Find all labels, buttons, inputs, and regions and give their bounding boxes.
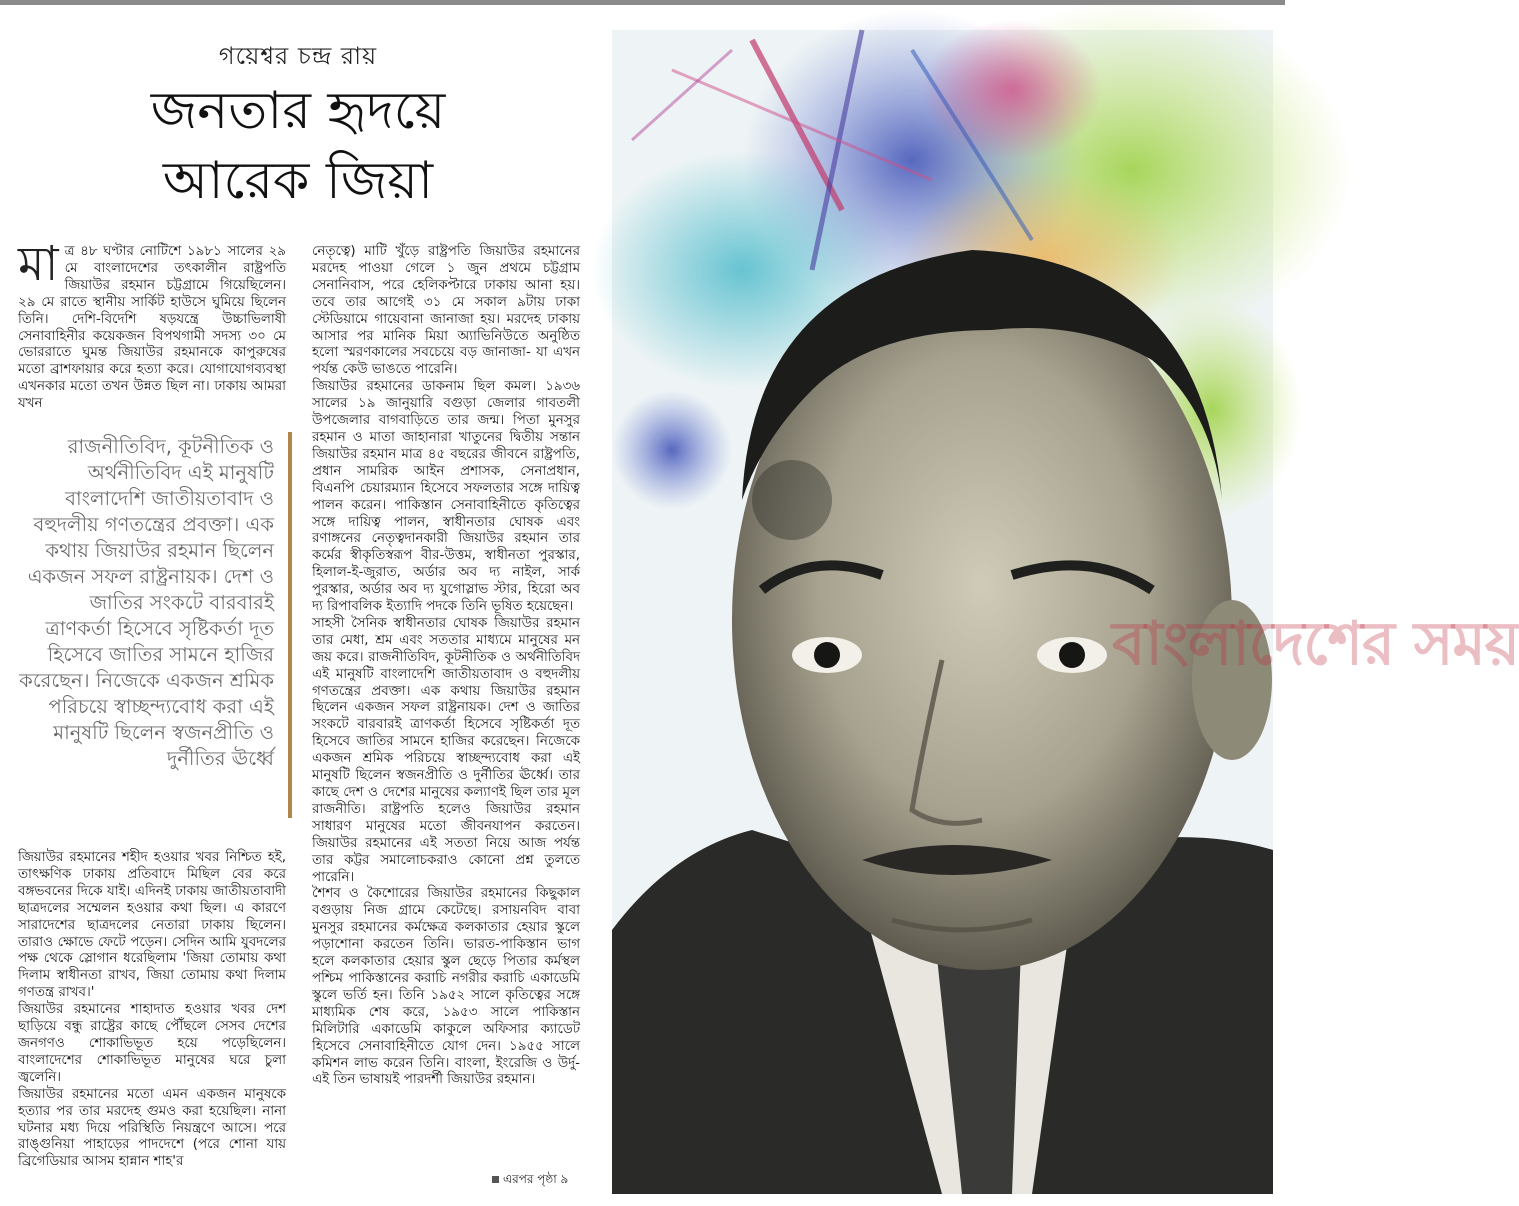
paragraph: জিয়াউর রহমানের মতো এমন একজন মানুষকে হত্যার পর তার মরদেহ গুমও করা হয়েছিল। নানা ঘটনার মধ্য দিয়ে পরিস্থিতি নিয়ন্ত্রণে আসে। পরে রাঙ্গুনিয়া পাহাড়ের পাদদেশে (পরে শোনা যায় ব্রিগেডিয়ার আসম হান্নান শাহ'র (18, 1086, 286, 1170)
portrait-photo (612, 30, 1519, 1194)
headline-line-1: জনতার হৃদয়ে (150, 81, 446, 141)
paragraph: শৈশব ও কৈশোরের জিয়াউর রহমানের কিছুকাল বগুড়ায় নিজ গ্রামে কেটেছে। রসায়নবিদ বাবা মুনসুর রহমানের কর্মক্ষেত্র কলকাতার হেয়ার স্কুলে পড়াশোনা করতেন তিনি। ভারত-পাকিস্তান ভাগ হলে কলকাতার হেয়ার স্কুল ছেড়ে পিতার কর্মস্থল পশ্চিম পাকিস্তানের করাচি নগরীর করাচি একাডেমি স্কুলে ভর্তি হন। তিনি ১৯৫২ সালে কৃতিত্বের সঙ্গে মাধ্যমিক শেষ করে, ১৯৫৩ সালে পাকিস্তান মিলিটারি একাডেমি কাকুলে অফিসার ক্যাডেট হিসেবে সেনাবাহিনীতে যোগ দেন। ১৯৫৫ সালে কমিশন লাভ করেন তিনি। বাংলা, ইংরেজি ও উর্দু- এই তিন ভাষায়ই পারদর্শী জিয়াউর রহমান। (312, 886, 580, 1088)
paragraph: জিয়াউর রহমানের ডাকনাম ছিল কমল। ১৯৩৬ সালের ১৯ জানুয়ারি বগুড়া জেলার গাবতলী উপজেলার বাগবাড়িতে তার জন্ম। পিতা মুনসুর রহমান ও মাতা জাহানারা খাতুনের দ্বিতীয় সন্তান জিয়াউর রহমান মাত্র ৪৫ বছরের জীবনে রাষ্ট্রপতি, প্রধান সামরিক আইন প্রশাসক, সেনাপ্রধান, বিএনপি চেয়ারম্যান হিসেবে সফলতার সঙ্গে দায়িত্ব পালন করেন। পাকিস্তান সেনাবাহিনীতে কৃতিত্বের সঙ্গে দায়িত্ব পালন, স্বাধীনতার ঘোষক এবং রণাঙ্গনের নেতৃত্বদানকারী জিয়াউর রহমান তার কর্মের স্বীকৃতিস্বরূপ বীর-উত্তম, স্বাধীনতা পুরস্কার, হিলাল-ই-জুরাত, অর্ডার অব দ্য নাইল, সার্ক পুরস্কার, অর্ডার অব দ্য যুগোস্লাভ স্টার, হিরো অব দ্য রিপাবলিক ইত্যাদি পদকে তিনি ভূষিত হয়েছেন। (312, 379, 580, 615)
author-byline: গয়েশ্বর চন্দ্র রায় (218, 42, 378, 70)
continue-label: এরপর পৃষ্ঠা ৯ (503, 1172, 569, 1186)
watermark-logo: বাংলাদেশের সময় (1112, 609, 1519, 679)
column-1-top (18, 236, 286, 413)
headline (0, 76, 596, 216)
headline-line-2: আরেক জিয়া (162, 151, 434, 211)
paragraph: সাহসী সৈনিক স্বাধীনতার ঘোষক জিয়াউর রহমান তার মেধা, শ্রম এবং সততার মাধ্যমে মানুষের মন জয় করে। রাজনীতিবিদ, কূটনীতিক ও অর্থনীতিবিদ এই মানুষটি বাংলাদেশি জাতীয়তাবাদ ও বহুদলীয় গণতন্ত্রের প্রবক্তা। এক কথায় জিয়াউর রহমান ছিলেন একজন সফল রাষ্ট্রনায়ক। দেশ ও জাতির সংকটে বারবারই ত্রাণকর্তা হিসেবে সৃষ্টিকর্তা দূত হিসেবে জাতির সামনে হাজির করেছেন। নিজেকে একজন শ্রমিক পরিচয়ে স্বাচ্ছন্দ্যবোধ করা এই মানুষটি ছিলেন স্বজনপ্রীতি ও দুর্নীতির ঊর্ধ্বে। তার কাছে দেশ ও দেশের মানুষের কল্যাণই ছিল তার মূল রাজনীতি। রাষ্ট্রপতি হলেও জিয়াউর রহমান সাধারণ মানুষের মতো জীবনযাপন করতেন। জিয়াউর রহমানের এই সততা নিয়ে আজ পর্যন্ত তার কট্টর সমালোচকরাও কোনো প্রশ্ন তুলতে পারেনি। (312, 615, 580, 885)
column-1-bottom (18, 850, 286, 1171)
square-bullet-icon (492, 1176, 499, 1183)
continue-notice[interactable] (492, 1171, 568, 1191)
pull-quote-rule (288, 432, 292, 818)
paragraph: জিয়াউর রহমানের শাহাদাত হওয়ার খবর দেশ ছাড়িয়ে বন্ধু রাষ্ট্রের কাছে পৌঁছলে সেসব দেশের জনগণও শোকাভিভূত হয়ে পড়েছিলেন। বাংলাদেশের শোকাভিভূত মানুষের ঘরে চুলা জ্বলেনি। (18, 1002, 286, 1085)
col1-top-text: ত্র ৪৮ ঘণ্টার নোটিশে ১৯৮১ সালের ২৯ মে বাংলাদেশের তৎকালীন রাষ্ট্রপতি জিয়াউর রহমান চট্টগ্রামে গিয়েছিলেন। ২৯ মে রাতে স্থানীয় সার্কিট হাউসে ঘুমিয়ে ছিলেন তিনি। দেশি-বিদেশি ষড়যন্ত্রে উচ্চাভিলাষী সেনাবাহিনীর কয়েকজন বিপথগামী সদস্য ৩০ মে ভোররাতে ঘুমন্ত জিয়াউর রহমানকে কাপুরুষের মতো ব্রাশফায়ার করে হত্যা করে। যোগাযোগব্যবস্থা এখনকার মতো তখন উন্নত ছিল না। ঢাকায় আমরা যখন (18, 244, 286, 412)
pull-quote: রাজনীতিবিদ, কূটনীতিক ও অর্থনীতিবিদ এই মানুষটি বাংলাদেশি জাতীয়তাবাদ ও বহুদলীয় গণতন্ত্রের প্রবক্তা। এক কথায় জিয়াউর রহমান ছিলেন একজন সফল রাষ্ট্রনায়ক। দেশ ও জাতির সংকটে বারবারই ত্রাণকর্তা হিসেবে সৃষ্টিকর্তা দূত হিসেবে জাতির সামনে হাজির করেছেন। নিজেকে একজন শ্রমিক পরিচয়ে স্বাচ্ছন্দ্যবোধ করা এই মানুষটি ছিলেন স্বজনপ্রীতি ও দুর্নীতির ঊর্ধ্বে (19, 435, 274, 770)
column-2 (312, 244, 580, 1089)
drop-cap: মা (18, 236, 59, 292)
paragraph: জিয়াউর রহমানের শহীদ হওয়ার খবর নিশ্চিত হই, তাৎক্ষণিক ঢাকায় প্রতিবাদে মিছিল বের করে বঙ্গভবনের দিকে যাই। এদিনই ঢাকায় জাতীয়তাবাদী ছাত্রদলের সম্মেলন হওয়ার কথা ছিল। এ কারণে সারাদেশের ছাত্রদলের নেতারা ঢাকায় ছিলেন। তারাও ক্ষোভে ফেটে পড়েন। সেদিন আমি যুবদলের পক্ষ থেকে স্লোগান ধরেছিলাম 'জিয়া তোমায় কথা দিলাম স্বাধীনতা রাখব, জিয়া তোমায় কথা দিলাম গণতন্ত্র রাখব।' (18, 850, 286, 1001)
paragraph: নেতৃত্বে) মাটি খুঁড়ে রাষ্ট্রপতি জিয়াউর রহমানের মরদেহ পাওয়া গেলে ১ জুন প্রথমে চট্টগ্রাম সেনানিবাস, পরে হেলিকপ্টারে ঢাকায় আনা হয়। তবে তার আগেই ৩১ মে সকাল ৯টায় ঢাকা স্টেডিয়ামে গায়েবানা জানাজা হয়। মরদেহ ঢাকায় আসার পর মানিক মিয়া অ্যাভিনিউতে অনুষ্ঠিত হলো স্মরণকালের সবচেয়ে বড় জানাজা- যা এখন পর্যন্ত কেউ ভাঙতে পারেনি। (312, 244, 580, 378)
